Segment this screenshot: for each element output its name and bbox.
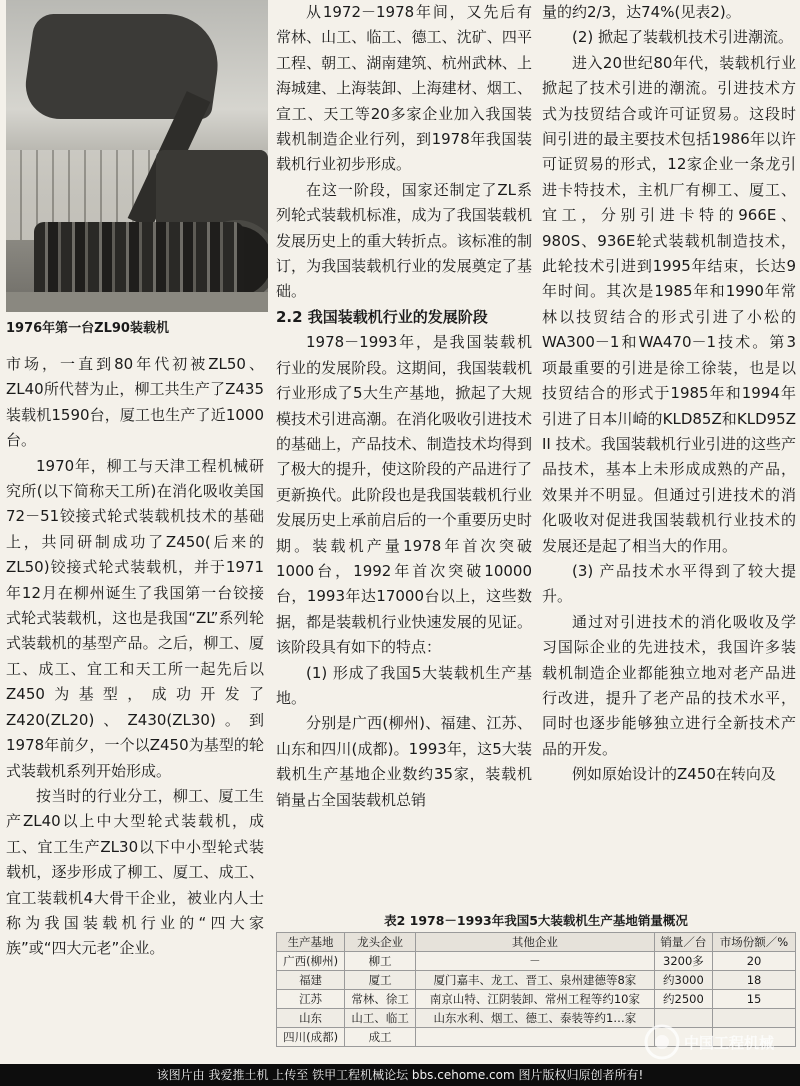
table-cell: 四川(成都) (277, 1028, 345, 1047)
column-header: 销量／台 (654, 933, 712, 952)
table-caption: 表2 1978－1993年我国5大装载机生产基地销量概况 (384, 913, 688, 928)
paragraph: 进入20世纪80年代，装载机行业掀起了技术引进的潮流。引进技术方式为技贸结合或许可证贸易。这段时间引进的最主要技术包括1986年以许可证贸易的形式，12家企业一条龙引进卡特技术，主机厂有柳工、厦工、宜工，分别引进卡特的966E、980S、936E轮式装载机制造技术，此轮技术引进到1995年结束，长达9年时间。其次是1985年和1990年常林以技贸结合的形式引进了小松的WA300－1和WA470－1技术。第3项最重要的引进是徐工徐装，也是以技贸结合的形式于1985年和1994年引进了日本川崎的KLD85Z和KLD95Z II 技术。我国装载机行业引进的这些产品技术，基本上未形成成熟的产品，效果并不明显。但通过引进技术的消化吸收对促进我国装载机行业技术的发展还是起了相当大的作用。 (542, 53, 796, 555)
list-point: (1) 形成了我国5大装载机生产基地。 (276, 663, 532, 707)
photo-caption: 1976年第一台ZL90装载机 (6, 321, 169, 336)
watermark-logo (642, 1022, 792, 1062)
table-cell: 江苏 (277, 990, 345, 1009)
loader-photo (6, 0, 268, 312)
table-cell: 福建 (277, 971, 345, 990)
column-middle (276, 0, 532, 813)
paragraph: 按当时的行业分工，柳工、厦工生产ZL40以上中大型轮式装载机，成工、宜工生产ZL30以下中小型轮式装载机，逐步形成了柳工、厦工、成工、宜工装载机4大骨干企业，被业内人士称为我国装载机行业的“四大家族”或“四大元老”企业。 (6, 786, 264, 958)
table-cell: 15 (713, 990, 796, 1009)
table-header-row (277, 933, 796, 952)
table-cell: 厦工 (345, 971, 416, 990)
list-point: (2) 掀起了装载机技术引进潮流。 (572, 28, 794, 47)
table-cell: 20 (713, 952, 796, 971)
section-heading: 2.2 我国装载机行业的发展阶段 (276, 307, 488, 326)
table-cell: 厦门嘉丰、龙工、晋工、泉州建德等8家 (416, 971, 655, 990)
table-cell: 18 (713, 971, 796, 990)
paragraph: 市场，一直到80年代初被ZL50、ZL40所代替为止，柳工共生产了Z435装载机1590台，厦工也生产了近1000台。 (6, 355, 264, 450)
table-cell: 常林、徐工 (345, 990, 416, 1009)
paragraph: 量的约2/3，达74%(见表2)。 (542, 3, 741, 21)
forum-footer-banner: 该图片由 我爱推土机 上传至 铁甲工程机械论坛 bbs.cehome.com 图片版权归原创者所有! (0, 1064, 800, 1086)
table-cell: 柳工 (345, 952, 416, 971)
paragraph: 分别是广西(柳州)、福建、江苏、山东和四川(成都)。1993年，这5大装载机生产基地企业数约35家，装载机销量占全国装载机总销 (276, 714, 532, 809)
table-cell: 约3000 (654, 971, 712, 990)
column-header: 生产基地 (277, 933, 345, 952)
table-cell: 山工、临工 (345, 1009, 416, 1028)
paragraph: 通过对引进技术的消化吸收及学习国际企业的先进技术，我国许多装载机制造企业都能独立地对老产品进行改进，提升了老产品的技术水平，同时也逐步能够独立进行全新技术产品的开发。 (542, 612, 796, 758)
table-cell: 约2500 (654, 990, 712, 1009)
table-cell: 山东水利、烟工、德工、泰装等约1…家 (416, 1009, 655, 1028)
column-header: 龙头企业 (345, 933, 416, 952)
table-cell: 山东 (277, 1009, 345, 1028)
column-left (6, 0, 264, 962)
paragraph: 从1972－1978年间，又先后有常林、山工、临工、德工、沈矿、四平工程、朝工、湖南建筑、杭州武林、上海城建、上海装卸、上海建材、烟工、宣工、天工等20多家企业加入我国装载机制造企业行列，到1978年我国装载机行业初步形成。 (276, 3, 532, 174)
list-point: (3) 产品技术水平得到了较大提升。 (542, 561, 796, 606)
table-row (277, 990, 796, 1009)
paragraph: 例如原始设计的Z450在转向及 (572, 765, 776, 784)
table-cell: － (416, 952, 655, 971)
column-header: 市场份额／% (713, 933, 796, 952)
paragraph: 在这一阶段，国家还制定了ZL系列轮式装载机标准，成为了我国装载机发展历史上的重大转折点。该标准的制订，为我国装载机行业的发展奠定了基础。 (276, 180, 532, 301)
column-header: 其他企业 (416, 933, 655, 952)
table-cell: 广西(柳州) (277, 952, 345, 971)
column-right (542, 0, 796, 788)
table-row (277, 952, 796, 971)
table-row (277, 971, 796, 990)
table-cell: 南京山特、江阴装卸、常州工程等约10家 (416, 990, 655, 1009)
paragraph: 1970年，柳工与天津工程机械研究所(以下简称天工所)在消化吸收美国72－51铰接式轮式装载机技术的基础上，共同研制成功了Z450(后来的ZL50)铰接式轮式装载机，并于1971年12月在柳州诞生了我国第一台铰接式轮式装载机，这也是我国“ZL”系列轮式装载机的基型产品。之后，柳工、厦工、成工、宜工和天工所一起先后以Z450为基型，成功开发了Z420(ZL20)、Z430(ZL30)。到1978年前夕，一个以Z450为基型的轮式装载机系列开始形成。 (6, 456, 264, 780)
paragraph: 1978－1993年，是我国装载机行业的发展阶段。这期间，我国装载机行业形成了5大生产基地，掀起了大规模技术引进高潮。在消化吸收引进技术的基础上，产品技术、制造技术均得到了极大的提升，使这阶段的产品进行了更新换代。此阶段也是我国装载机行业发展历史上承前启后的一个重要历史时期。装载机产量1978年首次突破1000台，1992年首次突破10000台，1993年达17000台以上，这些数据，都是装载机行业快速发展的见证。该阶段具有如下的特点： (276, 333, 532, 657)
table-cell: 成工 (345, 1028, 416, 1047)
watermark-text: 中国工程机械 (684, 1034, 775, 1052)
table-cell: 3200多 (654, 952, 712, 971)
table-cell (416, 1028, 655, 1047)
